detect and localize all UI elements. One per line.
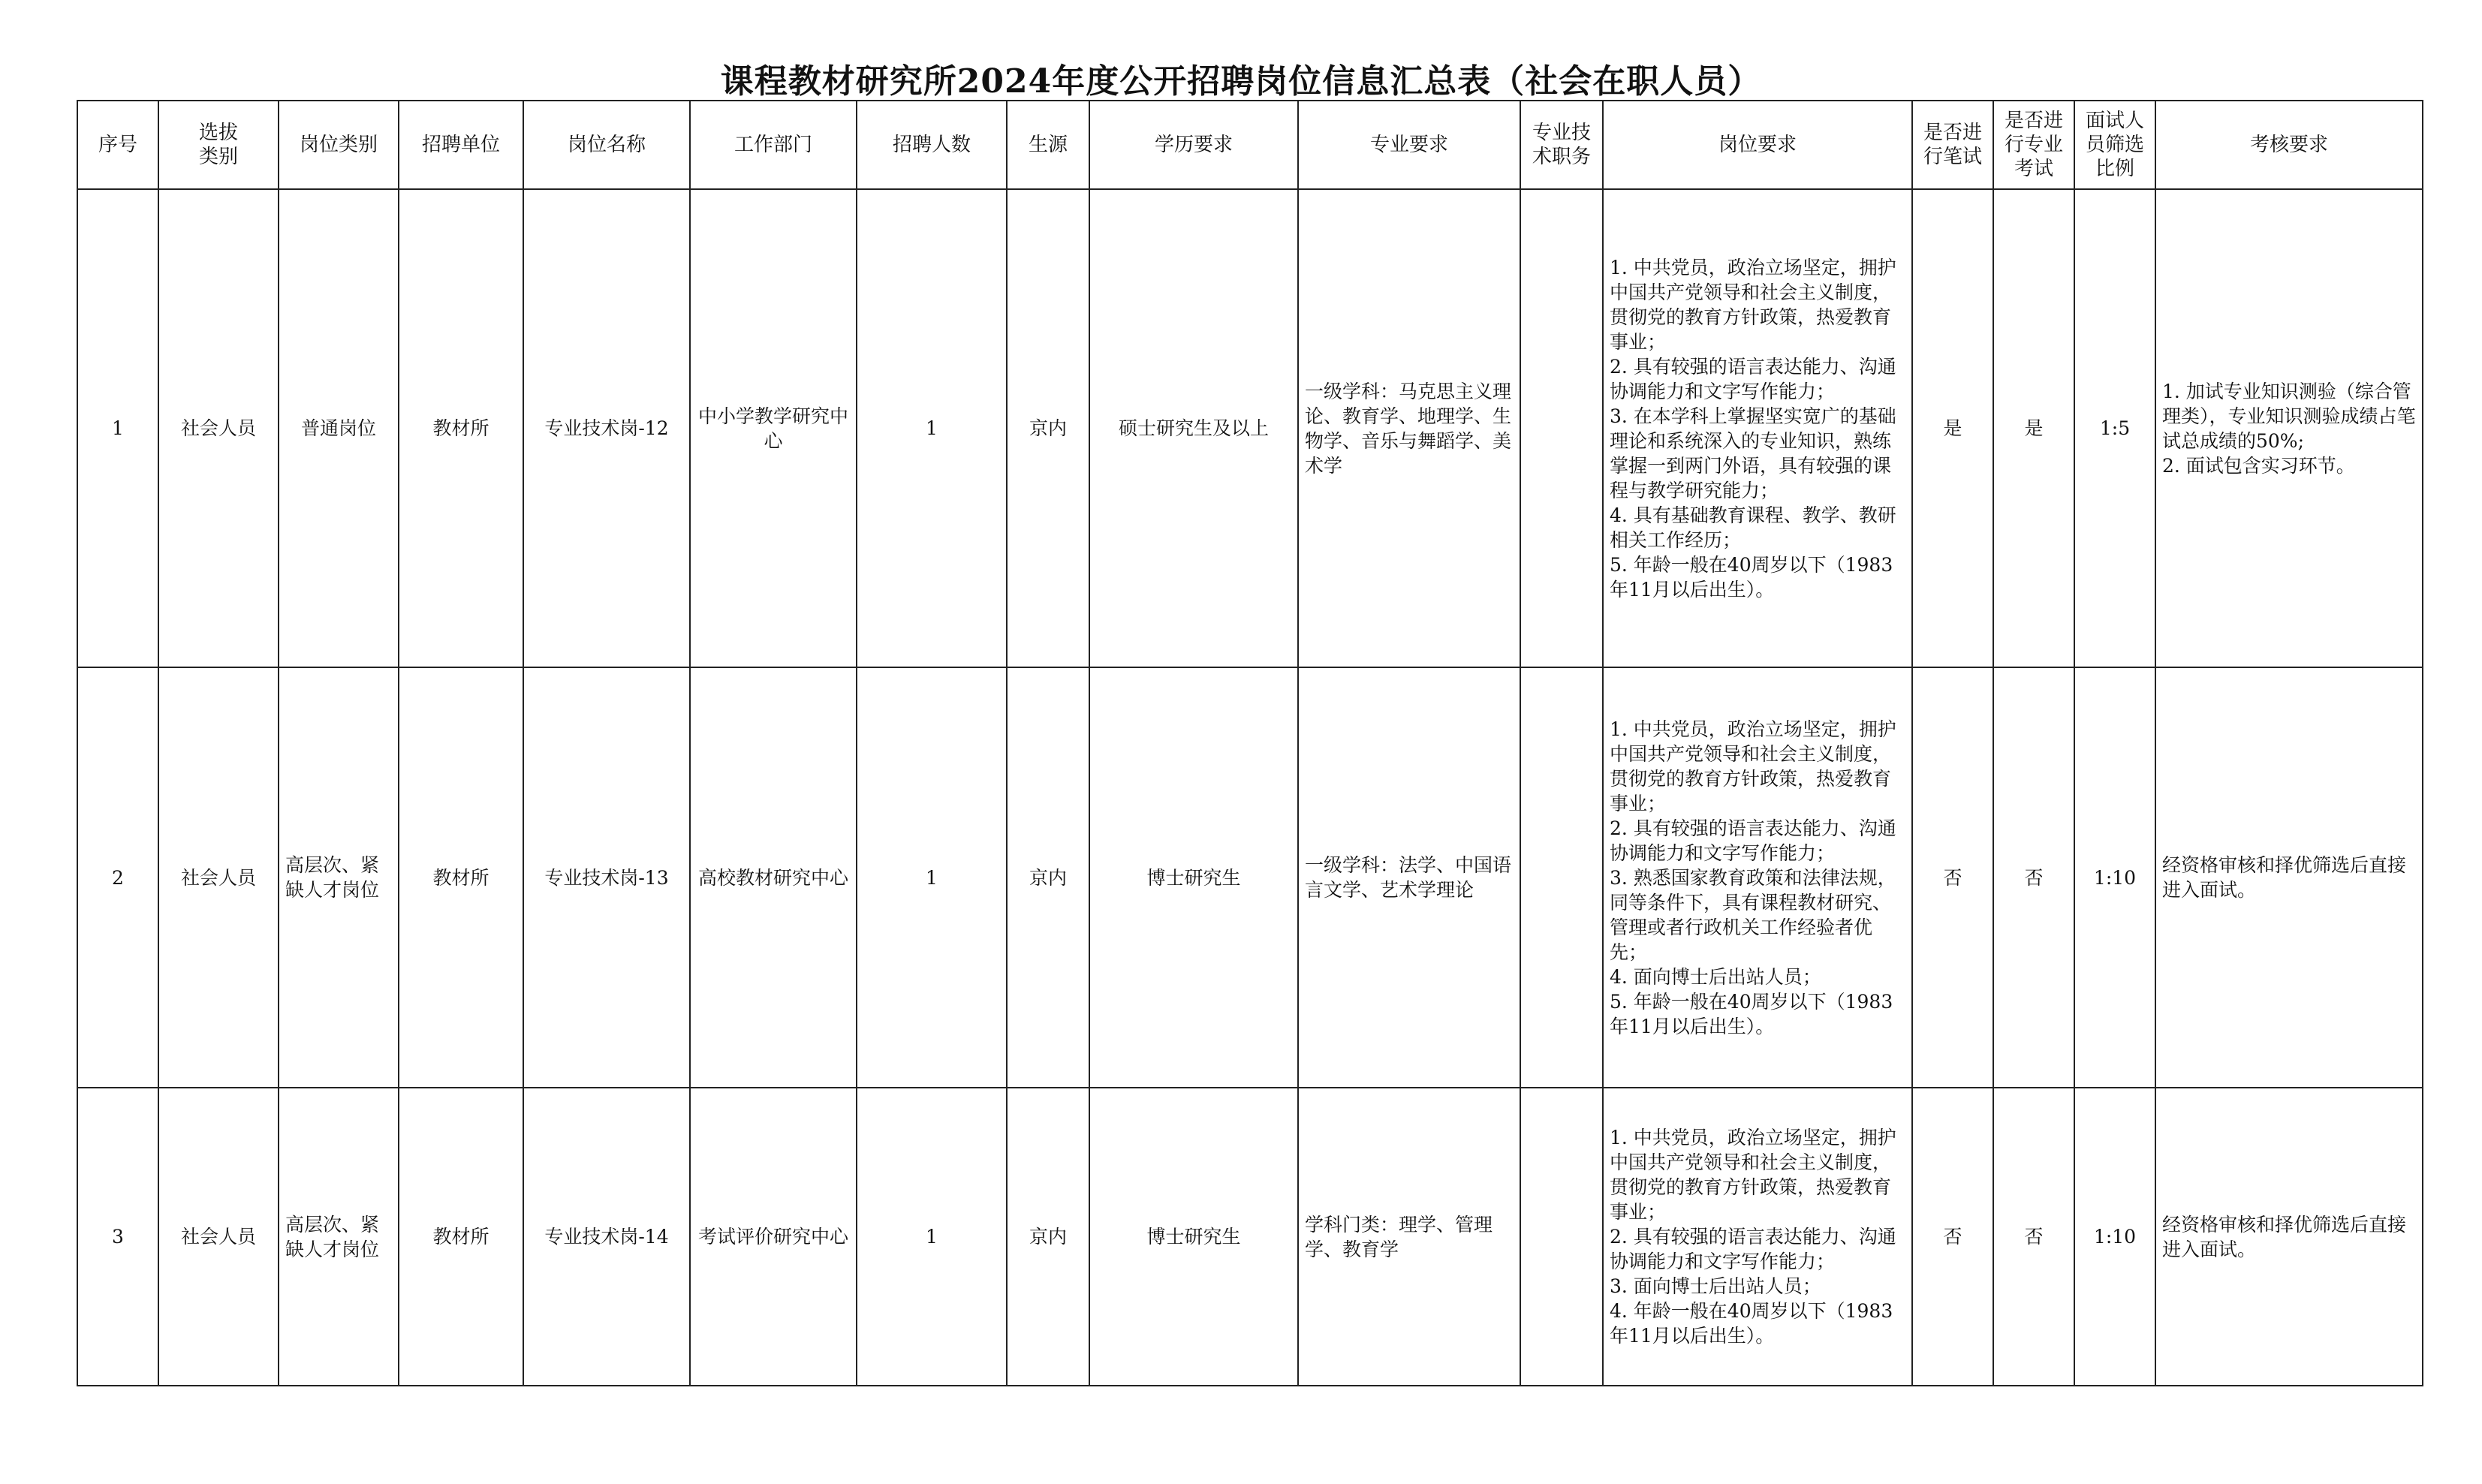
header-written-exam: 是否进 行笔试 — [1912, 101, 1993, 189]
cell-department: 考试评价研究中心 — [690, 1088, 857, 1386]
cell-title-rank — [1520, 667, 1603, 1088]
cell-interview-ratio: 1:5 — [2074, 189, 2155, 667]
cell-interview-ratio: 1:10 — [2074, 1088, 2155, 1386]
header-professional-exam: 是否进 行专业 考试 — [1993, 101, 2074, 189]
cell-education: 博士研究生 — [1089, 1088, 1298, 1386]
cell-selection-type: 社会人员 — [158, 189, 279, 667]
header-origin: 生源 — [1007, 101, 1089, 189]
cell-requirements: 1. 中共党员，政治立场坚定，拥护中国共产党领导和社会主义制度，贯彻党的教育方针政策，热爱教育事业； 2. 具有较强的语言表达能力、沟通协调能力和文字写作能力； 3. 在本学科上掌握坚实宽广的基础理论和系统深入的专业知识，熟练掌握一到两门外语，具有较强的课程与教学研究能力； 4. 具有基础教育课程、教学、教研相关工作经历； 5. 年龄一般在40周岁以下（1983年11月以后出生）。 — [1603, 189, 1912, 667]
cell-post-category: 高层次、紧缺人才岗位 — [279, 667, 399, 1088]
header-department: 工作部门 — [690, 101, 857, 189]
cell-written-exam: 否 — [1912, 1088, 1993, 1386]
header-interview-ratio: 面试人 员筛选 比例 — [2074, 101, 2155, 189]
cell-no: 3 — [77, 1088, 158, 1386]
cell-origin: 京内 — [1007, 667, 1089, 1088]
header-major: 专业要求 — [1298, 101, 1520, 189]
cell-assessment: 经资格审核和择优筛选后直接进入面试。 — [2155, 1088, 2423, 1386]
header-unit: 招聘单位 — [399, 101, 523, 189]
cell-interview-ratio: 1:10 — [2074, 667, 2155, 1088]
cell-department: 高校教材研究中心 — [690, 667, 857, 1088]
cell-headcount: 1 — [857, 189, 1007, 667]
header-title-rank: 专业技 术职务 — [1520, 101, 1603, 189]
cell-assessment: 经资格审核和择优筛选后直接进入面试。 — [2155, 667, 2423, 1088]
header-row — [77, 101, 2423, 189]
header-post-name: 岗位名称 — [523, 101, 690, 189]
cell-requirements: 1. 中共党员，政治立场坚定，拥护中国共产党领导和社会主义制度，贯彻党的教育方针政策，热爱教育事业； 2. 具有较强的语言表达能力、沟通协调能力和文字写作能力； 3. 面向博士后出站人员； 4. 年龄一般在40周岁以下（1983年11月以后出生）。 — [1603, 1088, 1912, 1386]
cell-title-rank — [1520, 189, 1603, 667]
cell-post-category: 普通岗位 — [279, 189, 399, 667]
table-row — [77, 667, 2423, 1088]
cell-department: 中小学教学研究中心 — [690, 189, 857, 667]
cell-origin: 京内 — [1007, 189, 1089, 667]
cell-major: 一级学科：马克思主义理论、教育学、地理学、生物学、音乐与舞蹈学、美术学 — [1298, 189, 1520, 667]
cell-unit: 教材所 — [399, 189, 523, 667]
cell-title-rank — [1520, 1088, 1603, 1386]
cell-education: 硕士研究生及以上 — [1089, 189, 1298, 667]
cell-professional-exam: 是 — [1993, 189, 2074, 667]
cell-selection-type: 社会人员 — [158, 1088, 279, 1386]
table-row — [77, 1088, 2423, 1386]
job-positions-table — [77, 100, 2423, 1386]
cell-professional-exam: 否 — [1993, 667, 2074, 1088]
cell-origin: 京内 — [1007, 1088, 1089, 1386]
cell-post-name: 专业技术岗-12 — [523, 189, 690, 667]
cell-written-exam: 是 — [1912, 189, 1993, 667]
cell-unit: 教材所 — [399, 667, 523, 1088]
header-selection-type: 选拔 类别 — [158, 101, 279, 189]
cell-headcount: 1 — [857, 1088, 1007, 1386]
cell-post-category: 高层次、紧缺人才岗位 — [279, 1088, 399, 1386]
header-requirements: 岗位要求 — [1603, 101, 1912, 189]
header-education: 学历要求 — [1089, 101, 1298, 189]
cell-no: 1 — [77, 189, 158, 667]
header-headcount: 招聘人数 — [857, 101, 1007, 189]
cell-education: 博士研究生 — [1089, 667, 1298, 1088]
header-assessment: 考核要求 — [2155, 101, 2423, 189]
table-row — [77, 189, 2423, 667]
cell-major: 学科门类：理学、管理学、教育学 — [1298, 1088, 1520, 1386]
cell-requirements: 1. 中共党员，政治立场坚定，拥护中国共产党领导和社会主义制度，贯彻党的教育方针政策，热爱教育事业； 2. 具有较强的语言表达能力、沟通协调能力和文字写作能力； 3. 熟悉国家教育政策和法律法规，同等条件下，具有课程教材研究、管理或者行政机关工作经验者优先； 4. 面向博士后出站人员； 5. 年龄一般在40周岁以下（1983年11月以后出生）。 — [1603, 667, 1912, 1088]
cell-assessment: 1. 加试专业知识测验（综合管理类），专业知识测验成绩占笔试总成绩的50%; 2. 面试包含实习环节。 — [2155, 189, 2423, 667]
cell-major: 一级学科：法学、中国语言文学、艺术学理论 — [1298, 667, 1520, 1088]
cell-post-name: 专业技术岗-14 — [523, 1088, 690, 1386]
header-no: 序号 — [77, 101, 158, 189]
cell-unit: 教材所 — [399, 1088, 523, 1386]
cell-no: 2 — [77, 667, 158, 1088]
cell-headcount: 1 — [857, 667, 1007, 1088]
header-post-category: 岗位类别 — [279, 101, 399, 189]
page-title: 课程教材研究所2024年度公开招聘岗位信息汇总表（社会在职人员） — [720, 62, 1762, 101]
cell-post-name: 专业技术岗-13 — [523, 667, 690, 1088]
cell-professional-exam: 否 — [1993, 1088, 2074, 1386]
cell-written-exam: 否 — [1912, 667, 1993, 1088]
cell-selection-type: 社会人员 — [158, 667, 279, 1088]
